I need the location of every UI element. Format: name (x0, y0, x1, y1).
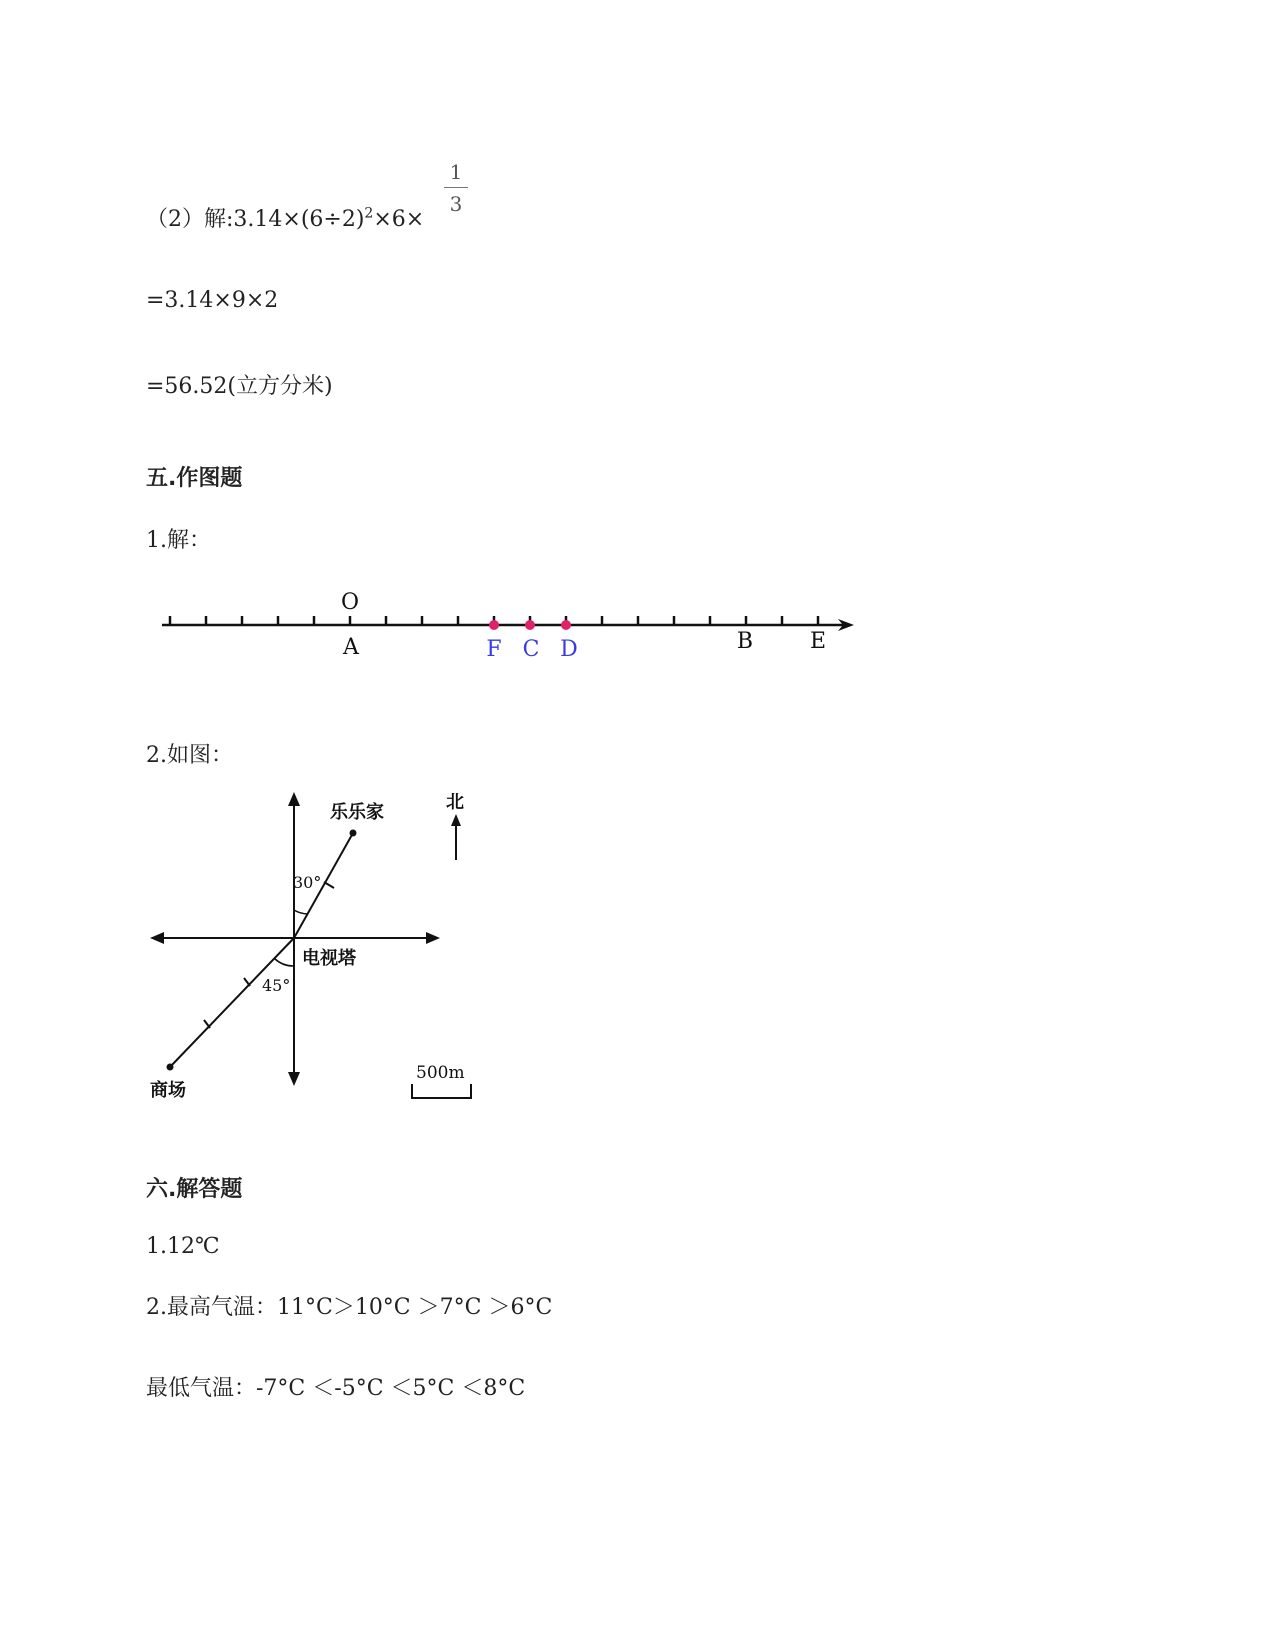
point-d (561, 620, 571, 630)
section-5-title: 五.作图题 (146, 466, 243, 491)
answer-1: 1.12℃ (146, 1234, 220, 1259)
solution-prefix: （2）解:3.14×(6÷2) (146, 207, 365, 232)
direction-map (140, 780, 490, 1110)
map-point-mall (167, 1064, 174, 1071)
label-e: E (809, 629, 827, 654)
fraction-one-third (444, 160, 468, 216)
section-6-title: 六.解答题 (146, 1177, 243, 1202)
solution-step-2: =56.52(立方分米) (146, 374, 333, 399)
solution-step-1: =3.14×9×2 (146, 288, 279, 313)
label-o: O (340, 590, 360, 615)
map-label-tower: 电视塔 (302, 948, 356, 969)
map-angle-30: 30° (293, 873, 322, 892)
solution-exponent: 2 (364, 205, 374, 222)
fraction-bar (444, 187, 468, 188)
map-angle-arc-30 (294, 910, 308, 914)
map-arrow-left (150, 932, 164, 944)
map-north-label: 北 (446, 792, 464, 813)
map-tick-mall-1 (244, 978, 250, 986)
map-arrow-right (426, 932, 440, 944)
map-label-home: 乐乐家 (330, 802, 384, 823)
label-b: B (736, 629, 754, 654)
answer-2-line-1: 2.最高气温：11°C＞10°C ＞7°C ＞6°C (146, 1295, 553, 1320)
fraction-denominator: 3 (449, 192, 463, 216)
answer-2-line-2: 最低气温：-7°C ＜-5°C ＜5°C ＜8°C (146, 1376, 526, 1401)
point-c (525, 620, 535, 630)
question-1-label: 1.解： (146, 528, 211, 553)
number-line (150, 585, 870, 665)
solution-line-1 (146, 202, 424, 233)
label-d: D (560, 637, 578, 662)
map-scale-label: 500m (416, 1063, 465, 1083)
map-line-mall (170, 938, 294, 1067)
label-c: C (522, 637, 540, 662)
label-a: A (343, 635, 359, 660)
map-angle-45: 45° (262, 976, 291, 995)
fraction-numerator: 1 (449, 160, 463, 184)
solution-suffix: ×6× (373, 207, 425, 232)
map-scale-bar (412, 1084, 471, 1098)
map-tick-mall-2 (204, 1020, 210, 1028)
map-arrow-up (288, 792, 300, 806)
map-tick-home (324, 882, 334, 888)
map-label-mall: 商场 (150, 1080, 186, 1101)
north-arrow-icon (451, 814, 461, 826)
map-point-home (350, 830, 357, 837)
map-arrow-down (288, 1072, 300, 1086)
map-angle-arc-45 (274, 958, 294, 966)
label-f: F (486, 637, 502, 662)
question-2-label: 2.如图： (146, 743, 233, 768)
point-f (489, 620, 499, 630)
